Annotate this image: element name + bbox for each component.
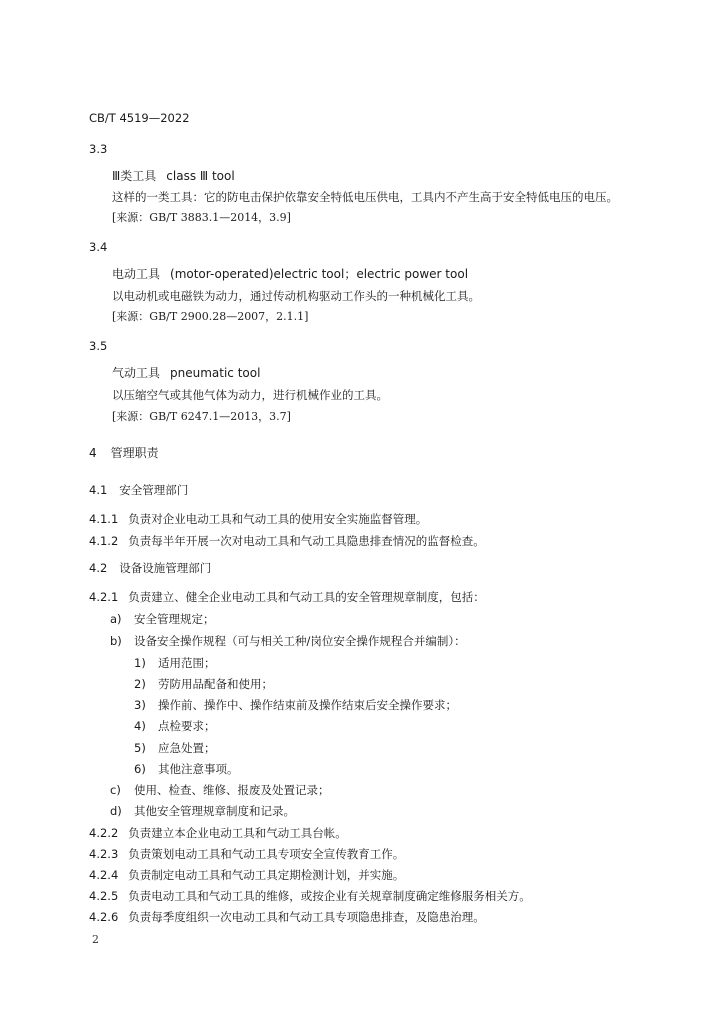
clause [89, 909, 485, 925]
sublist-text: 适用范围； [158, 656, 216, 670]
clause-number: 4.1.2 [89, 534, 119, 548]
section-title: 安全管理部门 [119, 483, 189, 497]
sublist-label: 1) [134, 656, 146, 670]
sublist-text: 应急处置； [158, 741, 216, 755]
sublist-item [134, 655, 216, 671]
chapter-title: 管理职责 [110, 446, 159, 460]
clause-text: 负责每半年开展一次对电动工具和气动工具隐患排查情况的监督检查。 [128, 534, 485, 548]
clause-number: 4.2.5 [89, 889, 119, 903]
clause-text: 负责电动工具和气动工具的维修，或按企业有关规章制度确定维修服务相关方。 [128, 889, 531, 903]
term-source: [来源：GB/T 3883.1—2014，3.9] [112, 211, 291, 224]
sublist-item [134, 718, 216, 734]
list-text: 其他安全管理规章制度和记录。 [134, 804, 295, 818]
list-item [110, 782, 330, 798]
term-en: pneumatic tool [170, 366, 261, 380]
clause [89, 511, 427, 527]
sublist-label: 4) [134, 719, 146, 733]
term-heading [112, 168, 235, 184]
list-text: 设备安全操作规程（可与相关工种/岗位安全操作规程合并编制）： [134, 634, 466, 648]
list-label: c) [110, 783, 121, 797]
clause-text: 负责对企业电动工具和气动工具的使用安全实施监督管理。 [128, 512, 428, 526]
sublist-text: 操作前、操作中、操作结束前及操作结束后安全操作要求； [158, 698, 457, 712]
list-label: a) [110, 612, 122, 626]
sublist-item [134, 697, 457, 713]
section-number: 4.1 [89, 483, 108, 497]
term-number: 3.5 [89, 339, 108, 353]
sublist-item [134, 740, 216, 756]
clause [89, 825, 347, 841]
list-item [110, 611, 215, 627]
clause [89, 846, 404, 862]
term-definition: 这样的一类工具：它的防电击保护依靠安全特低电压供电，工具内不产生高于安全特低电压的电压。 [112, 190, 618, 204]
term-zh: Ⅲ类工具 [112, 169, 157, 183]
term-definition: 以压缩空气或其他气体为动力，进行机械作业的工具。 [112, 388, 388, 402]
clause-text: 负责建立、健全企业电动工具和气动工具的安全管理规章制度，包括： [128, 590, 485, 604]
sublist-item [134, 761, 239, 777]
section-title: 设备设施管理部门 [119, 561, 212, 575]
sublist-text: 劳防用品配备和使用； [158, 677, 273, 691]
clause-text: 负责策划电动工具和气动工具专项安全宣传教育工作。 [128, 847, 405, 861]
page-number: 2 [92, 933, 99, 946]
section-heading [89, 482, 188, 498]
term-zh: 电动工具 [112, 267, 161, 281]
sublist-label: 3) [134, 698, 146, 712]
chapter-number: 4 [89, 446, 97, 460]
sublist-text: 点检要求； [158, 719, 216, 733]
clause [89, 867, 404, 883]
clause-number: 4.2.2 [89, 826, 119, 840]
section-heading [89, 560, 211, 576]
section-number: 4.2 [89, 561, 108, 575]
list-item [110, 633, 466, 649]
term-source: [来源：GB/T 2900.28—2007，2.1.1] [112, 310, 309, 323]
sublist-label: 5) [134, 741, 146, 755]
chapter-heading [89, 445, 159, 461]
term-number: 3.3 [89, 142, 108, 156]
term-heading [112, 365, 260, 381]
clause [89, 589, 485, 605]
clause-number: 4.2.3 [89, 847, 119, 861]
clause-text: 负责制定电动工具和气动工具定期检测计划，并实施。 [128, 868, 405, 882]
clause [89, 533, 485, 549]
term-source: [来源：GB/T 6247.1—2013，3.7] [112, 410, 291, 423]
list-label: d) [110, 804, 122, 818]
clause-number: 4.2.6 [89, 910, 119, 924]
clause-number: 4.2.1 [89, 590, 119, 604]
clause-text: 负责每季度组织一次电动工具和气动工具专项隐患排查，及隐患治理。 [128, 910, 485, 924]
term-number: 3.4 [89, 240, 108, 254]
list-text: 使用、检查、维修、报废及处置记录； [134, 783, 330, 797]
sublist-item [134, 676, 273, 692]
term-en: (motor-operated)electric tool；electric power tool [170, 267, 469, 281]
term-definition: 以电动机或电磁铁为动力，通过传动机构驱动工作头的一种机械化工具。 [112, 289, 480, 303]
clause-number: 4.2.4 [89, 868, 119, 882]
term-heading [112, 266, 468, 282]
list-item [110, 803, 295, 819]
term-zh: 气动工具 [112, 366, 161, 380]
sublist-label: 2) [134, 677, 146, 691]
list-text: 安全管理规定； [134, 612, 215, 626]
list-label: b) [110, 634, 122, 648]
clause-text: 负责建立本企业电动工具和气动工具台帐。 [128, 826, 347, 840]
clause [89, 888, 531, 904]
sublist-text: 其他注意事项。 [158, 762, 239, 776]
term-en: class Ⅲ tool [166, 169, 235, 183]
clause-number: 4.1.1 [89, 512, 119, 526]
document-header: CB/T 4519—2022 [89, 111, 190, 125]
sublist-label: 6) [134, 762, 146, 776]
